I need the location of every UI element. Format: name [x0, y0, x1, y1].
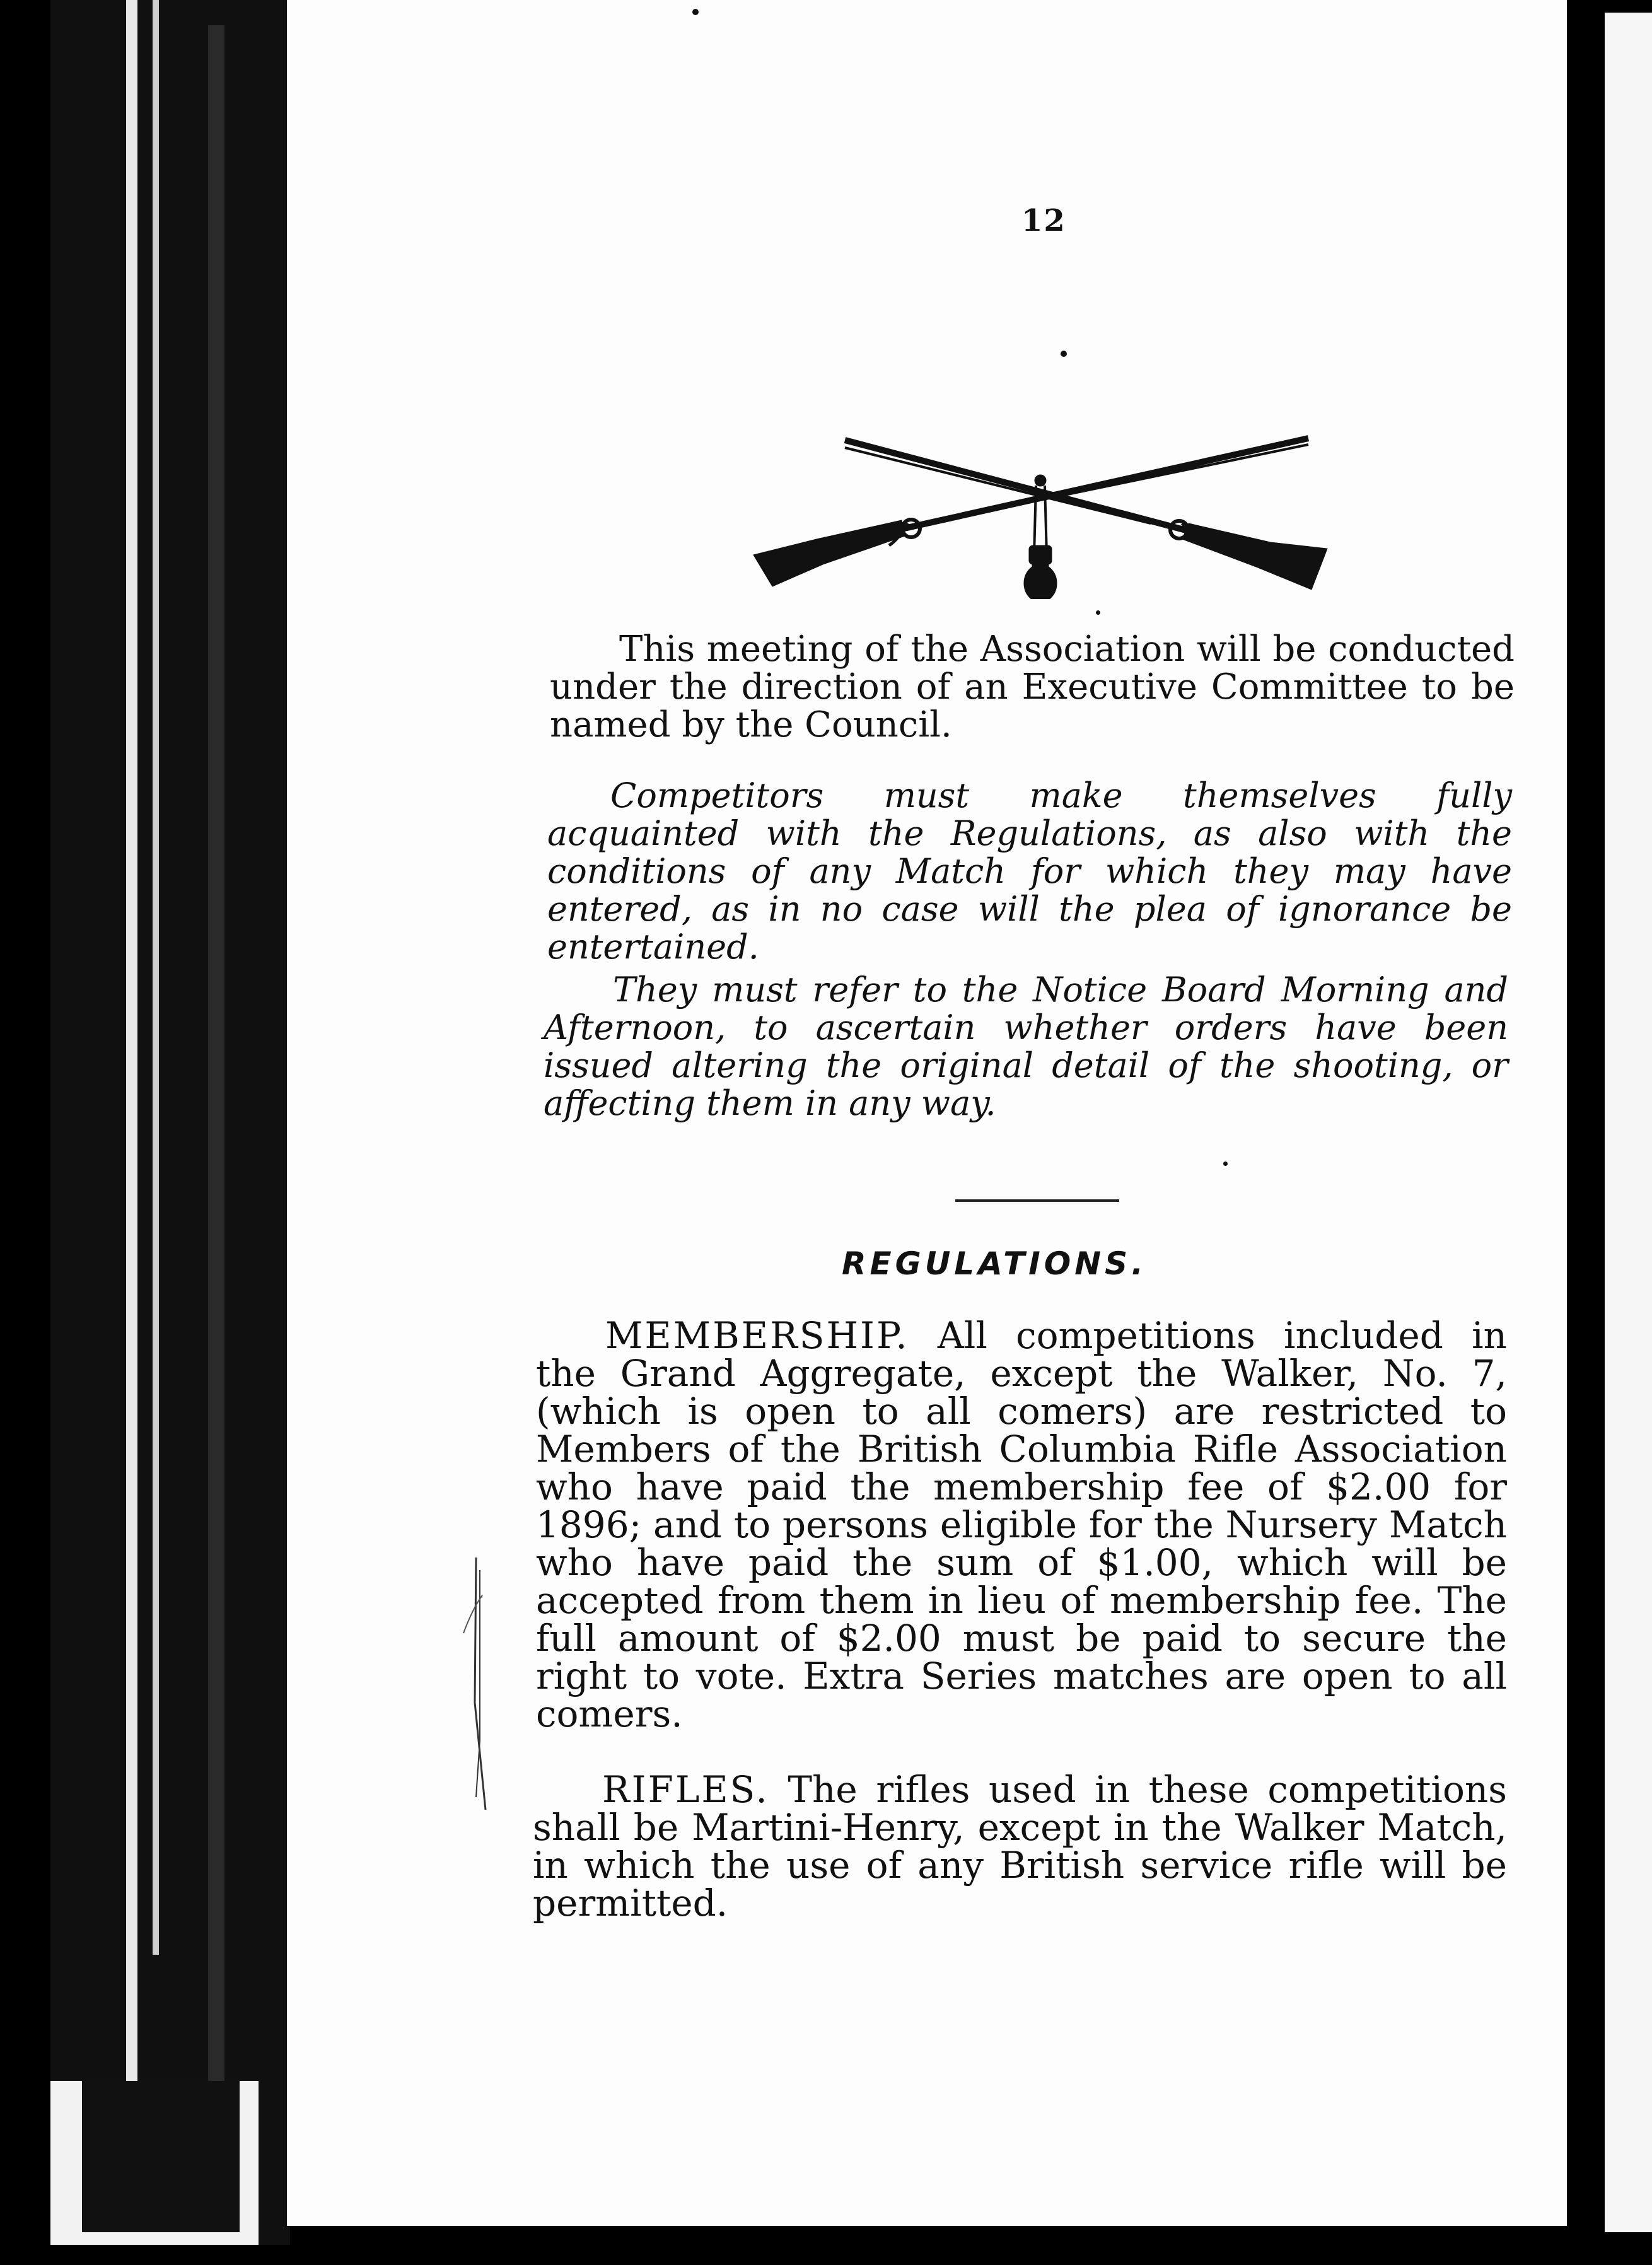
ink-speck — [1223, 1162, 1228, 1166]
rifles-text: The rifles used in these competitions shall be Martini-Henry, except in the Walker Match, in which the use of any British service rifle will be permitted. — [533, 1768, 1507, 1924]
page-edge — [126, 0, 137, 2232]
section-divider — [955, 1199, 1119, 1202]
intro-paragraph-3: They must refer to the Notice Board Morning and Afternoon, to ascertain whether orders have been issued altering the original detail of the shooting, or affecting them in any way. — [544, 970, 1508, 1123]
regulations-heading: REGULATIONS. — [842, 1245, 1148, 1282]
rifles-lead: RIFLES. — [602, 1768, 769, 1811]
membership-lead: MEMBERSHIP. — [605, 1314, 909, 1357]
ink-speck — [1096, 610, 1100, 615]
facing-page-edge — [1605, 13, 1652, 2232]
page-edge — [153, 0, 159, 1955]
membership-text: All competitions included in the Grand Aggregate, except the Walker, No. 7, (which is open to all comers) are restricted to Members of the British Columbia Rifle Association who have paid the membership fee of $2.00 for 1896; and to persons eligible for the Nursery Match who have paid the sum of $1.00, which will be accepted from them in lieu of membership fee. The full amount of $2.00 must be paid to secure the right to vote. Extra Series matches are open to all comers. — [536, 1314, 1507, 1735]
page-edge — [208, 25, 224, 2220]
book-spine — [50, 0, 290, 2245]
pencil-margin-mark — [457, 1558, 495, 1810]
rifles-paragraph — [533, 1768, 1507, 1924]
intro-paragraph-2: Competitors must make themselves fully acquainted with the Regulations, as also with the conditions of any Match for which they may have entered, as in no case will the plea of ignorance be entertained. — [547, 776, 1512, 967]
membership-paragraph — [536, 1314, 1507, 1735]
intro-paragraph-1: This meeting of the Association will be conducted under the direction of an Executive Committee to be named by the Council. — [550, 629, 1515, 745]
ink-speck — [1061, 351, 1067, 357]
ink-speck — [692, 9, 699, 15]
crossed-rifles-icon — [747, 429, 1334, 599]
page-number: 12 — [1021, 203, 1066, 238]
page-edge — [82, 2081, 240, 2232]
